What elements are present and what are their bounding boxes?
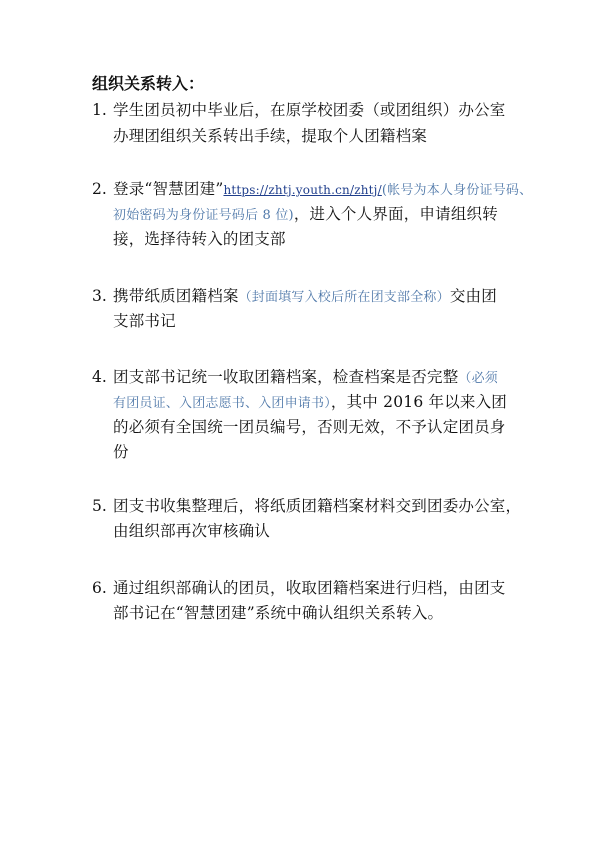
zhtj-link[interactable]: https://zhtj.youth.cn/zhtj/	[223, 183, 382, 197]
step-4-line-1-prefix: 团支部书记统一收取团籍档案，检查档案是否完整	[113, 368, 459, 386]
step-3-number: 3.	[92, 287, 107, 305]
step-4-line-2	[113, 390, 507, 416]
step-2-line-2-suffix: ，进入个人界面，申请组织转	[293, 205, 498, 223]
step-5-line-1: 团支书收集整理后，将纸质团籍档案材料交到团委办公室，	[113, 497, 522, 515]
step-5-line-2: 由组织部再次审核确认	[113, 522, 271, 540]
step-6-line-2: 部书记在“智慧团建”系统中确认组织关系转入。	[113, 604, 444, 622]
step-6-number: 6.	[92, 579, 107, 597]
section-title: 组织关系转入：	[92, 74, 205, 93]
step-3-line-1-prefix: 携带纸质团籍档案	[113, 287, 239, 305]
step-4-required-note-start: （必须	[458, 371, 499, 386]
step-4-line-1	[113, 365, 498, 391]
step-2-password-note: 初始密码为身份证号码后 8 位)	[113, 208, 294, 223]
step-4-number: 4.	[92, 368, 107, 386]
step-1-line-1: 学生团员初中毕业后，在原学校团委（或团组织）办公室	[113, 101, 506, 119]
step-2-number: 2.	[92, 180, 107, 198]
step-2-account-note: (帐号为本人身份证号码、	[381, 183, 533, 198]
step-4-line-2-suffix: ，其中 2016 年以来入团	[330, 393, 508, 411]
step-3-cover-note: （封面填写入校后所在团支部全称）	[238, 290, 450, 305]
step-3-line-1-suffix: 交由团	[449, 287, 497, 305]
step-4-line-4: 份	[113, 443, 129, 461]
step-1-line-2: 办理团组织关系转出手续，提取个人团籍档案	[113, 127, 428, 145]
step-3-line-1	[113, 284, 497, 310]
step-6-line-1: 通过组织部确认的团员，收取团籍档案进行归档，由团支	[113, 579, 506, 597]
step-2-line-2	[113, 202, 498, 228]
step-5-number: 5.	[92, 497, 107, 515]
step-3-line-2: 支部书记	[113, 312, 176, 330]
step-4-line-3: 的必须有全国统一团员编号，否则无效，不予认定团员身	[113, 418, 506, 436]
step-2-line-1-prefix: 登录“智慧团建”	[113, 180, 224, 198]
step-2-line-3: 接，选择待转入的团支部	[113, 230, 286, 248]
step-2-line-1	[113, 177, 532, 203]
step-1-number: 1.	[92, 101, 107, 119]
step-4-required-note-end: 有团员证、入团志愿书、入团申请书）	[113, 396, 331, 411]
